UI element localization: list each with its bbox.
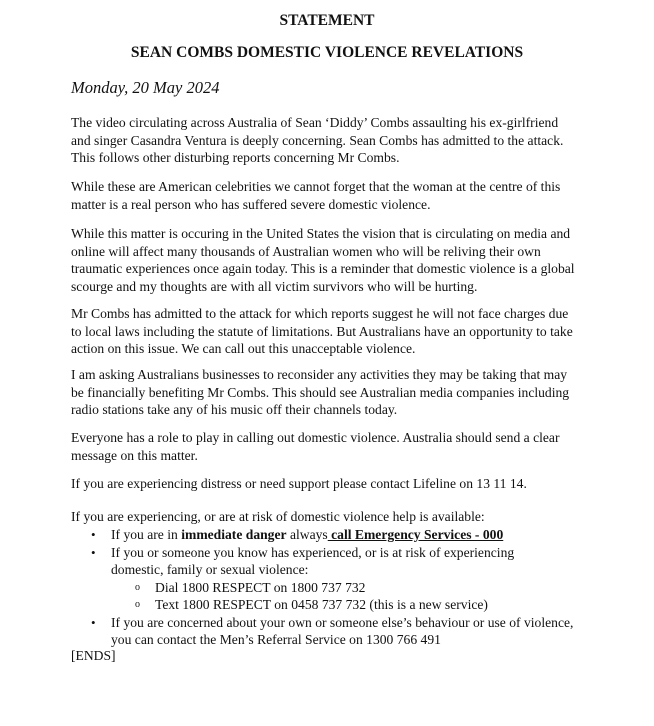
respect-sub-list (111, 579, 573, 614)
paragraph-line: Mr Combs has admitted to the attack for which reports suggest he will not face charges due (71, 306, 569, 321)
paragraph-incident (71, 114, 646, 167)
paragraph-line: scourge and my thoughts are with all victim survivors who will be hurting. (71, 278, 478, 294)
paragraph-line: While these are American celebrities we cannot forget that the woman at the centre of this (71, 179, 561, 194)
text-respect-text: Text 1800 RESPECT on 0458 737 732 (this is a new service) (155, 597, 488, 612)
respect-line-2: domestic, family or sexual violence: (111, 562, 309, 577)
list-item-mens-referral (71, 614, 573, 649)
help-list (71, 526, 573, 649)
paragraph-line: The video circulating across Australia of Sean ‘Diddy’ Combs assaulting his ex-girlfriend (71, 115, 559, 130)
statement-date: Monday, 20 May 2024 (71, 78, 220, 97)
statement-label: STATEMENT (279, 12, 375, 29)
paragraph-line: to local laws including the statute of limitations. But Australians have an opportunity to take (71, 323, 573, 339)
paragraph-line: If you are experiencing, or are at risk of domestic violence help is available: (71, 509, 485, 524)
document-title: SEAN COMBS DOMESTIC VIOLENCE REVELATIONS (130, 44, 524, 61)
paragraph-line: traumatic experiences once again today. This is a reminder that domestic violence is a global (71, 261, 575, 276)
emergency-services-link[interactable]: call Emergency Services - 000 (327, 527, 504, 542)
respect-line-1: If you or someone you know has experienced, or is at risk of experiencing (111, 544, 515, 560)
mens-referral-line-2: you can contact the Men’s Referral Service on 1300 766 491 (111, 632, 441, 647)
paragraph-line: matter is a real person who has suffered severe domestic violence. (71, 196, 431, 212)
paragraph-help-intro (71, 508, 646, 526)
paragraph-line: If you are experiencing distress or need support please contact Lifeline on 13 11 14. (71, 476, 527, 491)
sub-list-item-text (111, 596, 573, 614)
list-item-respect (71, 544, 573, 614)
mens-referral-line-1: If you are concerned about your own or someone else’s behaviour or use of violence, (111, 614, 574, 630)
immediate-danger-text: immediate danger (181, 527, 287, 542)
paragraph-line: action on this issue. We can call out this unacceptable violence. (71, 341, 416, 356)
paragraph-admission (71, 305, 646, 358)
list-item-emergency (71, 526, 573, 544)
ends-marker: [ENDS] (71, 648, 116, 663)
paragraph-line: This follows other disturbing reports concerning Mr Combs. (71, 150, 400, 165)
paragraph-line: Everyone has a role to play in calling out domestic violence. Australia should send a clear (71, 430, 560, 445)
paragraph-line: radio stations take any of his music off their channels today. (71, 402, 398, 417)
paragraph-lifeline (71, 475, 646, 493)
sub-list-item-dial (111, 579, 573, 597)
paragraph-role (71, 429, 646, 464)
paragraph-celebrities (71, 178, 646, 213)
paragraph-line: I am asking Australians businesses to reconsider any activities they may be taking that may (71, 367, 568, 382)
bullet-icon: • (91, 544, 96, 560)
paragraph-line: be financially benefiting Mr Combs. This should see Australian media companies including (71, 384, 570, 400)
paragraph-line: and singer Casandra Ventura is deeply concerning. Sean Combs has admitted to the attack. (71, 132, 564, 148)
emergency-middle: always (286, 527, 328, 542)
paragraph-line: message on this matter. (71, 447, 198, 463)
sub-bullet-icon: o (135, 581, 140, 593)
paragraph-businesses (71, 366, 646, 419)
bullet-icon: • (91, 614, 96, 630)
emergency-prefix: If you are in (111, 527, 182, 542)
paragraph-line: online will affect many thousands of Australian women who will be reliving their own (71, 243, 541, 259)
dial-respect-text: Dial 1800 RESPECT on 1800 737 732 (155, 579, 366, 595)
sub-bullet-icon: o (135, 599, 140, 610)
paragraph-line: While this matter is occuring in the United States the vision that is circulating on media and (71, 226, 571, 241)
paragraph-impact (71, 225, 646, 295)
bullet-icon: • (91, 527, 96, 542)
